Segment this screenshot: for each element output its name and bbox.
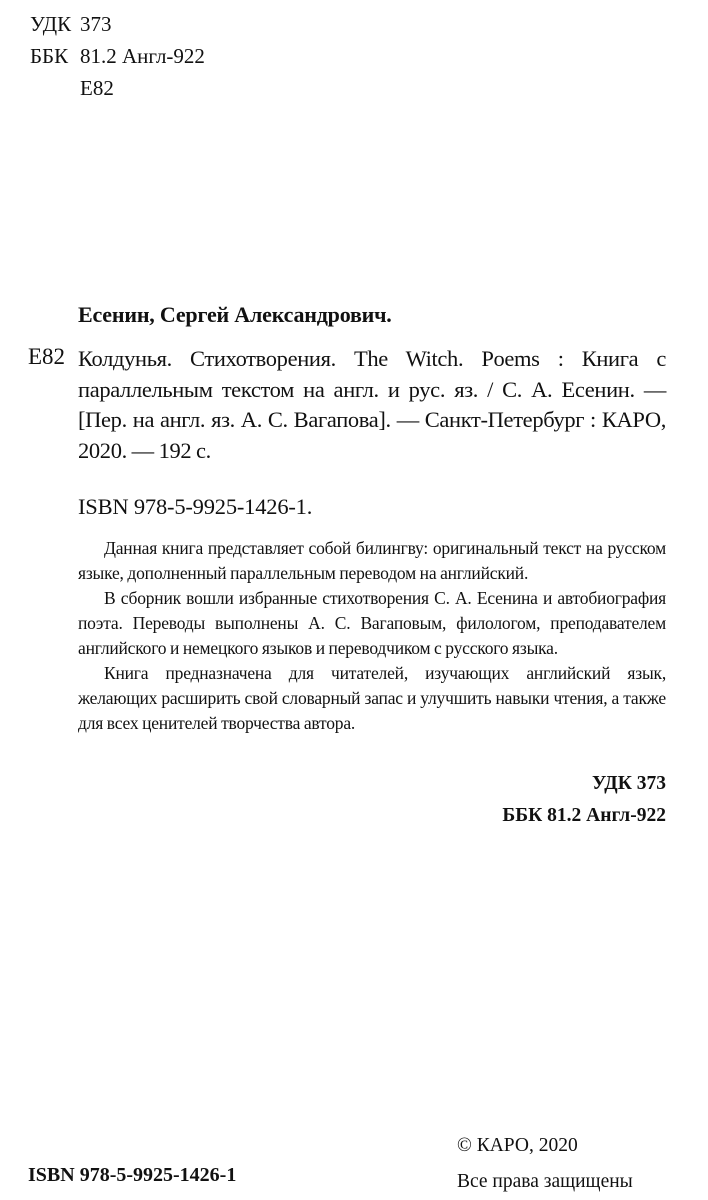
footer-copyright: © КАРО, 2020: [457, 1135, 578, 1156]
header-bbk: [30, 42, 205, 70]
header-bbk-label: ББК: [30, 44, 69, 68]
classification-bbk: ББК 81.2 Англ-922: [502, 805, 666, 826]
annotation-paragraph: Данная книга представляет собой билингву: оригинальный текст на русском языке, дополненный параллельным переводом на английский.: [78, 538, 666, 583]
footer-isbn: ISBN 978-5-9925-1426-1: [28, 1164, 237, 1186]
annotation: [78, 536, 666, 736]
record-code: Е82: [28, 344, 66, 369]
record-author: Есенин, Сергей Александрович.: [78, 302, 392, 327]
header-author-mark: Е82: [80, 76, 114, 100]
classification-udk: УДК 373: [591, 773, 666, 794]
record-isbn: ISBN 978-5-9925-1426-1.: [78, 494, 313, 519]
header-udk: [30, 10, 112, 38]
classification: [502, 768, 666, 832]
record-description: Колдунья. Стихотворения. The Witch. Poems : Книга с параллельным текстом на англ. и рус. яз. / С. А. Есенин. — [Пер. на англ. яз. А. С. Вагапова]. — Санкт-Петербург : КАРО, 2020. — 192 с.: [78, 346, 666, 463]
header-udk-value: 373: [80, 12, 112, 36]
annotation-paragraph: Книга предназначена для читателей, изучающих английский язык, желающих расширить свой словарный запас и улучшить навыки чтения, а также для всех ценителей творчества автора.: [78, 663, 666, 733]
footer-copyright-block: [457, 1128, 633, 1200]
header-udk-label: УДК: [30, 12, 72, 36]
header-bbk-value: 81.2 Англ-922: [80, 44, 205, 68]
footer-rights: Все права защищены: [457, 1171, 633, 1192]
annotation-paragraph: В сборник вошли избранные стихотворения С. А. Есенина и автобиография поэта. Переводы выполнены А. С. Вагаповым, филологом, преподавателем английского и немецкого языков и переводчиком с русского языка.: [78, 588, 666, 658]
